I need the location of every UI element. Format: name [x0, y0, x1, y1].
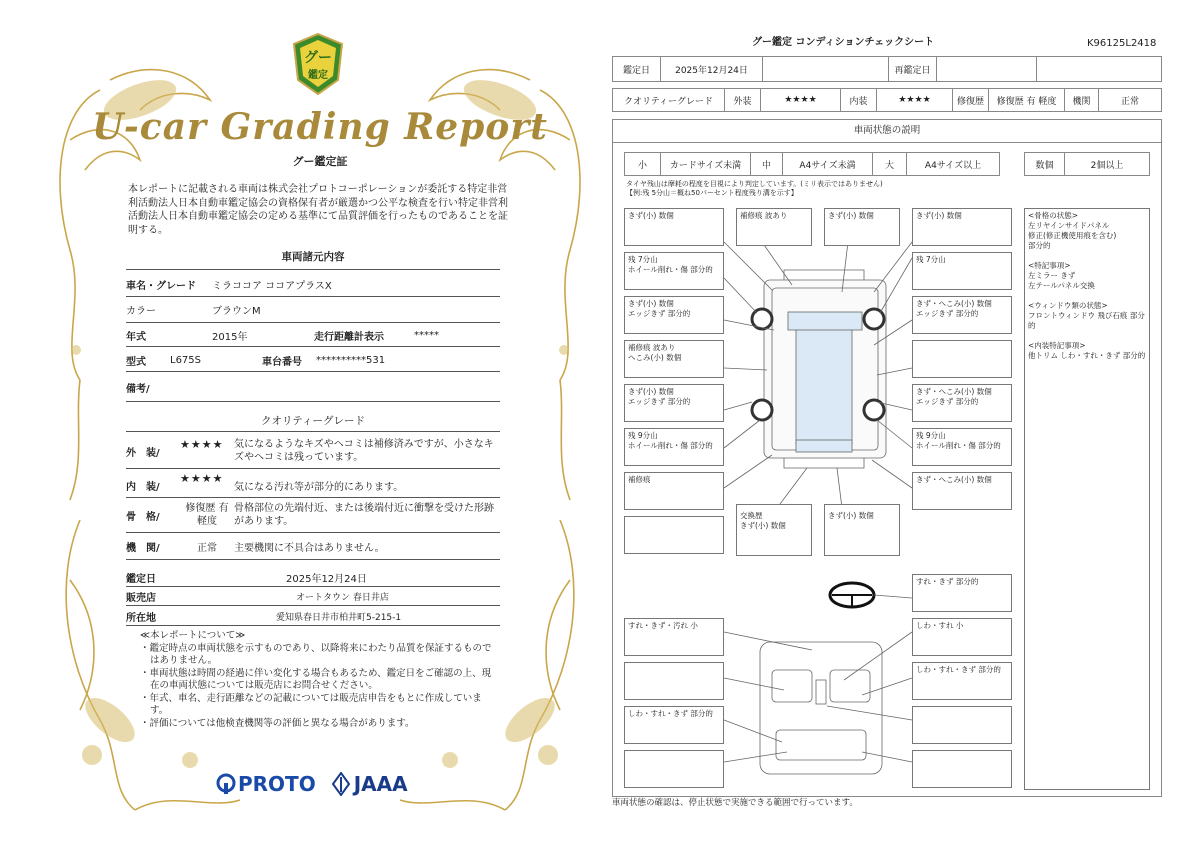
goo-kantei-badge	[290, 32, 346, 96]
cond-box: 補修痕	[624, 472, 724, 510]
special-notes: <骨格の状態> 左リヤインサイドパネル 修正(修正機使用痕を含む) 部分的 <特記事項> 左ミラー きず 左テールパネル交換 <ウィンドウ類の状態> フロントウィンドウ 飛び石痕 部分的 <内装特記事項> 他トリム しわ・すれ・きず 部分的	[1024, 208, 1150, 790]
size-large-label: 大	[873, 153, 907, 175]
exterior-label: 外 装/	[126, 448, 160, 459]
spec-row-year	[126, 328, 500, 343]
cond-box: きず・へこみ(小) 数個 エッジきず 部分的	[912, 384, 1012, 422]
engine-label: 機関	[1065, 89, 1099, 111]
remarks-label: 備考/	[126, 384, 150, 395]
count-label: 数個	[1025, 153, 1065, 175]
chassis-value: **********531	[316, 355, 386, 366]
ext-stars: ★★★★	[761, 89, 841, 111]
cond-box: 残 9分山 ホイール削れ・傷 部分的	[912, 428, 1012, 466]
cond-box: しわ・すれ・きず 部分的	[624, 706, 724, 744]
proto-mark-icon	[216, 773, 236, 795]
interior-stars: ★★★★	[180, 472, 224, 485]
shop-label: 販売店	[126, 593, 156, 604]
cond-box	[624, 516, 724, 554]
date-value: 2025年12月24日	[286, 574, 367, 585]
cond-box: きず(小) 数個 エッジきず 部分的	[624, 384, 724, 422]
cond-box: 残 7分山 ホイール削れ・傷 部分的	[624, 252, 724, 290]
spec-row-name	[126, 277, 500, 292]
report-notes	[140, 630, 500, 730]
report-script-title: U-car Grading Report	[92, 106, 548, 148]
shop-value: オートタウン 春日井店	[296, 593, 389, 603]
frame-label: 骨 格/	[126, 512, 160, 523]
proto-logo-text: PROTO	[238, 772, 316, 796]
year-label: 年式	[126, 332, 146, 343]
cond-box: 残 9分山 ホイール削れ・傷 部分的	[624, 428, 724, 466]
size-small-label: 小	[625, 153, 661, 175]
mileage-value: *****	[414, 330, 439, 341]
date-value: 2025年12月24日	[661, 57, 763, 81]
proto-logo	[216, 772, 316, 796]
tire-note-2: 【例:残 5分山＝概ね50パーセント程度残り溝を示す】	[626, 189, 798, 197]
model-value: L675S	[170, 355, 202, 366]
engine-value: 正常	[1120, 96, 1139, 107]
notes-title: ≪本レポートについて≫	[140, 630, 246, 641]
size-mid-label: 中	[751, 153, 783, 175]
note-item: ・車両状態は時間の経過に伴い変化する場合もあるため、鑑定日をご確認の上、現在の車両状態については販売店にお問合せください。	[140, 667, 492, 691]
cond-box: 補修痕 波あり へこみ(小) 数個	[624, 340, 724, 378]
jaaa-logo-text: JAAA	[353, 772, 408, 796]
spec-row-model	[126, 353, 500, 368]
exterior-text: 気になるようなキズやヘコミは補修済みですが、小さなキズやヘコミは残っています。	[234, 439, 494, 463]
info-row-shop	[126, 589, 500, 604]
grading-certificate	[40, 20, 600, 835]
repair-label: 修復歴	[953, 89, 989, 111]
footer-logos	[216, 772, 408, 796]
grade-row-exterior	[126, 438, 500, 464]
spec-row-remarks	[126, 380, 500, 395]
date-label: 鑑定日	[613, 57, 661, 81]
cond-box: 残 7分山	[912, 252, 1012, 290]
grade-row-frame	[126, 502, 500, 528]
name-value: ミラココア ココアプラスX	[212, 281, 332, 292]
interior-label: 内 装/	[126, 482, 160, 493]
cond-box: すれ・きず・汚れ 小	[624, 618, 724, 656]
cond-box: しわ・すれ・きず 部分的	[912, 662, 1012, 700]
size-mid-value: A4サイズ未満	[783, 153, 873, 175]
address-label: 所在地	[126, 613, 156, 624]
cond-box	[912, 340, 1012, 378]
engine-value: 正常	[197, 543, 217, 554]
year-value: 2015年	[212, 332, 248, 343]
interior-text: 気になる汚れ等が部分的にあります。	[234, 482, 404, 493]
int-label: 内装	[841, 89, 877, 111]
cond-box	[912, 706, 1012, 744]
exterior-stars: ★★★★	[180, 438, 224, 451]
name-label: 車名・グレード	[126, 281, 196, 292]
cond-box: すれ・きず 部分的	[912, 574, 1012, 612]
cond-box: きず・へこみ(小) 数個	[912, 472, 1012, 510]
redate-label: 再鑑定日	[889, 57, 937, 81]
note-item: ・鑑定時点の車両状態を示すものであり、以降将来にわたり品質を保証するものではありません。	[140, 642, 492, 666]
frame-value: 修復歴 有 軽度	[185, 503, 229, 527]
model-label: 型式	[126, 357, 146, 368]
cond-box: きず(小) 数個	[824, 504, 900, 556]
repair-value: 修復歴 有 軽度	[989, 89, 1065, 111]
size-large-value: A4サイズ以上	[924, 160, 982, 171]
sheet-title: グー鑑定 コンディションチェックシート	[752, 37, 935, 48]
cond-box: きず(小) 数個	[824, 208, 900, 246]
int-stars: ★★★★	[877, 89, 953, 111]
chassis-label: 車台番号	[262, 357, 302, 368]
ext-label: 外装	[725, 89, 761, 111]
sheet-footer: 車両状態の確認は、停止状態で実施できる範囲で行っています。	[612, 798, 858, 808]
cond-box: きず(小) 数個	[624, 208, 724, 246]
cond-box: 交換歴 きず(小) 数個	[736, 504, 812, 556]
cond-box	[912, 750, 1012, 788]
jaaa-logo	[332, 772, 408, 796]
badge-bottom-text: 鑑定	[308, 70, 328, 81]
certificate-title: グー鑑定証	[292, 155, 348, 168]
size-small-value: カードサイズ未満	[661, 153, 751, 175]
note-item: ・年式、車名、走行距離などの記載については販売店申告をもとに作成しています。	[140, 692, 482, 716]
info-row-date	[126, 570, 500, 585]
note-item: ・評価については他検査機関等の評価と異なる場合があります。	[140, 717, 415, 729]
qg-label: クオリティーグレード	[613, 89, 725, 111]
grade-row-engine	[126, 539, 500, 554]
badge-top-text: グー	[304, 50, 332, 66]
engine-text: 主要機関に不具合はありません。	[234, 543, 385, 554]
cond-box: きず(小) 数個 エッジきず 部分的	[624, 296, 724, 334]
grade-row-interior	[126, 472, 500, 493]
count-value: 2個以上	[1090, 160, 1124, 171]
divider	[126, 269, 500, 270]
date-label: 鑑定日	[126, 574, 156, 585]
cond-box	[624, 662, 724, 700]
info-row-address	[126, 609, 500, 624]
cond-box: きず・へこみ(小) 数個 エッジきず 部分的	[912, 296, 1012, 334]
cond-box: 補修痕 波あり	[736, 208, 812, 246]
cond-box	[624, 750, 724, 788]
sheet-code: K96125L2418	[1087, 38, 1157, 49]
engine-label: 機 関/	[126, 543, 160, 554]
frame-text: 骨格部位の先端付近、または後端付近に衝撃を受けた形跡があります。	[234, 503, 494, 527]
spec-row-color	[126, 302, 500, 317]
state-heading: 車両状態の説明	[853, 125, 921, 136]
condition-check-sheet	[612, 30, 1164, 820]
tire-note-1: タイヤ残山は摩耗の程度を目視により判定しています。(ミリ表示ではありません)	[626, 180, 883, 188]
cond-box: きず(小) 数個	[912, 208, 1012, 246]
quality-heading: クオリティーグレード	[261, 415, 365, 427]
color-label: カラー	[126, 306, 156, 317]
address-value: 愛知県春日井市柏井町5-215-1	[276, 613, 402, 623]
certificate-body: 本レポートに記載される車両は株式会社プロトコーポレーションが委託する特定非営利活動法人日本自動車鑑定協会の資格保有者が厳選かつ公平な検査を行い特定非営利活動法人日本自動車鑑定協会の定める基準にて品質評価を行ったものであることを証明する。	[128, 184, 508, 236]
color-value: ブラウンM	[212, 306, 261, 317]
mileage-label: 走行距離計表示	[314, 332, 384, 343]
specs-heading: 車両諸元内容	[281, 251, 345, 263]
cond-box: しわ・すれ 小	[912, 618, 1012, 656]
jaaa-mark-icon	[332, 772, 350, 796]
